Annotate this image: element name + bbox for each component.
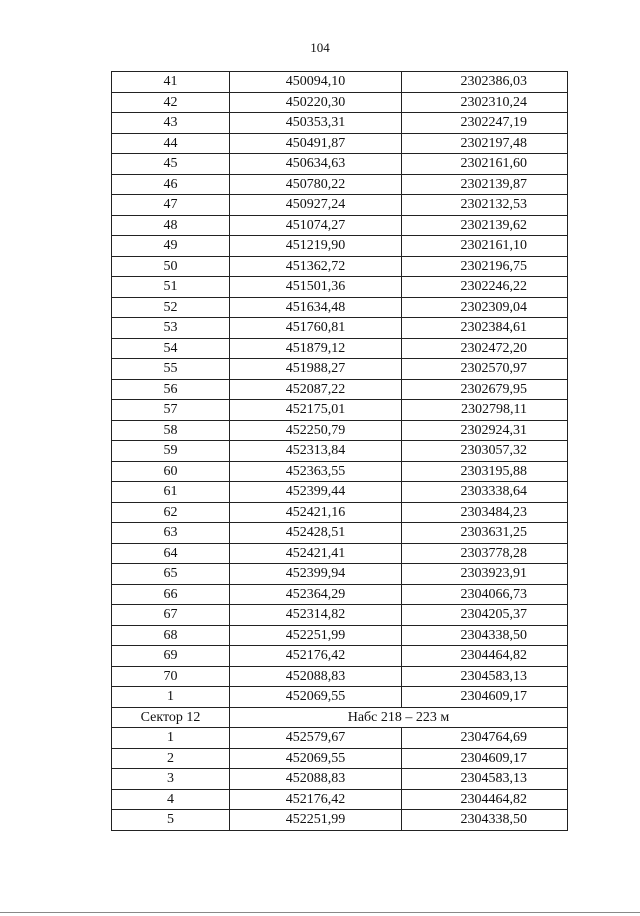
y-coordinate: 2304338,50 [402, 810, 568, 831]
x-coordinate: 452399,44 [230, 482, 402, 503]
x-coordinate: 451219,90 [230, 236, 402, 257]
x-coordinate: 451634,48 [230, 297, 402, 318]
x-coordinate: 450094,10 [230, 72, 402, 93]
table-row [112, 728, 568, 749]
x-coordinate: 452314,82 [230, 605, 402, 626]
table-row [112, 277, 568, 298]
y-coordinate: 2303338,64 [402, 482, 568, 503]
x-coordinate: 451362,72 [230, 256, 402, 277]
y-coordinate: 2303778,28 [402, 543, 568, 564]
table-row [112, 646, 568, 667]
point-number: 2 [112, 748, 230, 769]
point-number: 1 [112, 728, 230, 749]
y-coordinate: 2302310,24 [402, 92, 568, 113]
y-coordinate: 2302139,62 [402, 215, 568, 236]
x-coordinate: 451988,27 [230, 359, 402, 380]
x-coordinate: 450353,31 [230, 113, 402, 134]
point-number: 51 [112, 277, 230, 298]
point-number: 55 [112, 359, 230, 380]
table-row [112, 359, 568, 380]
table-row [112, 154, 568, 175]
y-coordinate: 2302197,48 [402, 133, 568, 154]
table-row [112, 441, 568, 462]
point-number: 59 [112, 441, 230, 462]
table-row [112, 810, 568, 831]
point-number: 58 [112, 420, 230, 441]
x-coordinate: 452176,42 [230, 789, 402, 810]
y-coordinate: 2302924,31 [402, 420, 568, 441]
point-number: 42 [112, 92, 230, 113]
table-row [112, 687, 568, 708]
y-coordinate: 2303057,32 [402, 441, 568, 462]
y-coordinate: 2304583,13 [402, 666, 568, 687]
table-row [112, 605, 568, 626]
point-number: 52 [112, 297, 230, 318]
y-coordinate: 2303484,23 [402, 502, 568, 523]
x-coordinate: 452363,55 [230, 461, 402, 482]
coordinates-table [111, 71, 568, 831]
point-number: 57 [112, 400, 230, 421]
point-number: 67 [112, 605, 230, 626]
table-body-points [112, 72, 568, 708]
table-row [112, 195, 568, 216]
point-number: 4 [112, 789, 230, 810]
y-coordinate: 2302309,04 [402, 297, 568, 318]
table-row [112, 461, 568, 482]
y-coordinate: 2304338,50 [402, 625, 568, 646]
table-row [112, 256, 568, 277]
section-title: Набс 218 – 223 м [230, 707, 568, 728]
y-coordinate: 2302196,75 [402, 256, 568, 277]
section-label: Сектор 12 [112, 707, 230, 728]
y-coordinate: 2302161,10 [402, 236, 568, 257]
y-coordinate: 2304464,82 [402, 789, 568, 810]
y-coordinate: 2302386,03 [402, 72, 568, 93]
table-row [112, 297, 568, 318]
table-row [112, 523, 568, 544]
table-row [112, 789, 568, 810]
table-row [112, 482, 568, 503]
table-row [112, 113, 568, 134]
x-coordinate: 452087,22 [230, 379, 402, 400]
x-coordinate: 452421,16 [230, 502, 402, 523]
point-number: 41 [112, 72, 230, 93]
y-coordinate: 2302679,95 [402, 379, 568, 400]
point-number: 47 [112, 195, 230, 216]
x-coordinate: 452364,29 [230, 584, 402, 605]
x-coordinate: 450927,24 [230, 195, 402, 216]
x-coordinate: 450780,22 [230, 174, 402, 195]
table-row [112, 769, 568, 790]
table-row [112, 666, 568, 687]
x-coordinate: 452250,79 [230, 420, 402, 441]
table-row [112, 379, 568, 400]
y-coordinate: 2304609,17 [402, 748, 568, 769]
x-coordinate: 452069,55 [230, 687, 402, 708]
x-coordinate: 452088,83 [230, 769, 402, 790]
x-coordinate: 451501,36 [230, 277, 402, 298]
point-number: 62 [112, 502, 230, 523]
table-body-section-points [112, 728, 568, 831]
table-row [112, 584, 568, 605]
table-row [112, 133, 568, 154]
point-number: 69 [112, 646, 230, 667]
table-row [112, 318, 568, 339]
point-number: 60 [112, 461, 230, 482]
y-coordinate: 2304583,13 [402, 769, 568, 790]
point-number: 3 [112, 769, 230, 790]
y-coordinate: 2302570,97 [402, 359, 568, 380]
y-coordinate: 2304609,17 [402, 687, 568, 708]
table-row [112, 92, 568, 113]
x-coordinate: 451760,81 [230, 318, 402, 339]
y-coordinate: 2302247,19 [402, 113, 568, 134]
point-number: 63 [112, 523, 230, 544]
y-coordinate: 2304066,73 [402, 584, 568, 605]
x-coordinate: 452176,42 [230, 646, 402, 667]
point-number: 46 [112, 174, 230, 195]
point-number: 5 [112, 810, 230, 831]
y-coordinate: 2302161,60 [402, 154, 568, 175]
y-coordinate: 2303923,91 [402, 564, 568, 585]
y-coordinate: 2304464,82 [402, 646, 568, 667]
y-coordinate: 2304764,69 [402, 728, 568, 749]
y-coordinate: 2302139,87 [402, 174, 568, 195]
y-coordinate: 2302384,61 [402, 318, 568, 339]
x-coordinate: 452069,55 [230, 748, 402, 769]
x-coordinate: 451074,27 [230, 215, 402, 236]
table-row [112, 420, 568, 441]
x-coordinate: 452421,41 [230, 543, 402, 564]
table-row [112, 543, 568, 564]
table-row [112, 625, 568, 646]
table-row [112, 400, 568, 421]
x-coordinate: 452175,01 [230, 400, 402, 421]
point-number: 56 [112, 379, 230, 400]
page-number: 104 [310, 40, 330, 55]
section-row [112, 707, 568, 728]
table-row [112, 174, 568, 195]
bottom-rule [0, 912, 640, 913]
point-number: 44 [112, 133, 230, 154]
point-number: 45 [112, 154, 230, 175]
y-coordinate: 2302132,53 [402, 195, 568, 216]
table-row [112, 748, 568, 769]
y-coordinate: 2303631,25 [402, 523, 568, 544]
x-coordinate: 452313,84 [230, 441, 402, 462]
table-row [112, 564, 568, 585]
point-number: 50 [112, 256, 230, 277]
x-coordinate: 452579,67 [230, 728, 402, 749]
y-coordinate: 2304205,37 [402, 605, 568, 626]
point-number: 53 [112, 318, 230, 339]
table-row [112, 72, 568, 93]
y-coordinate: 2302798,11 [402, 400, 568, 421]
x-coordinate: 450220,30 [230, 92, 402, 113]
point-number: 48 [112, 215, 230, 236]
point-number: 68 [112, 625, 230, 646]
point-number: 1 [112, 687, 230, 708]
point-number: 61 [112, 482, 230, 503]
y-coordinate: 2302472,20 [402, 338, 568, 359]
section-header [112, 707, 568, 728]
x-coordinate: 451879,12 [230, 338, 402, 359]
y-coordinate: 2303195,88 [402, 461, 568, 482]
point-number: 66 [112, 584, 230, 605]
y-coordinate: 2302246,22 [402, 277, 568, 298]
point-number: 54 [112, 338, 230, 359]
table-row [112, 502, 568, 523]
x-coordinate: 452088,83 [230, 666, 402, 687]
table-row [112, 236, 568, 257]
point-number: 70 [112, 666, 230, 687]
x-coordinate: 450491,87 [230, 133, 402, 154]
point-number: 49 [112, 236, 230, 257]
point-number: 43 [112, 113, 230, 134]
x-coordinate: 452428,51 [230, 523, 402, 544]
point-number: 65 [112, 564, 230, 585]
table-row [112, 338, 568, 359]
point-number: 64 [112, 543, 230, 564]
x-coordinate: 452251,99 [230, 625, 402, 646]
x-coordinate: 452399,94 [230, 564, 402, 585]
x-coordinate: 452251,99 [230, 810, 402, 831]
x-coordinate: 450634,63 [230, 154, 402, 175]
table-row [112, 215, 568, 236]
